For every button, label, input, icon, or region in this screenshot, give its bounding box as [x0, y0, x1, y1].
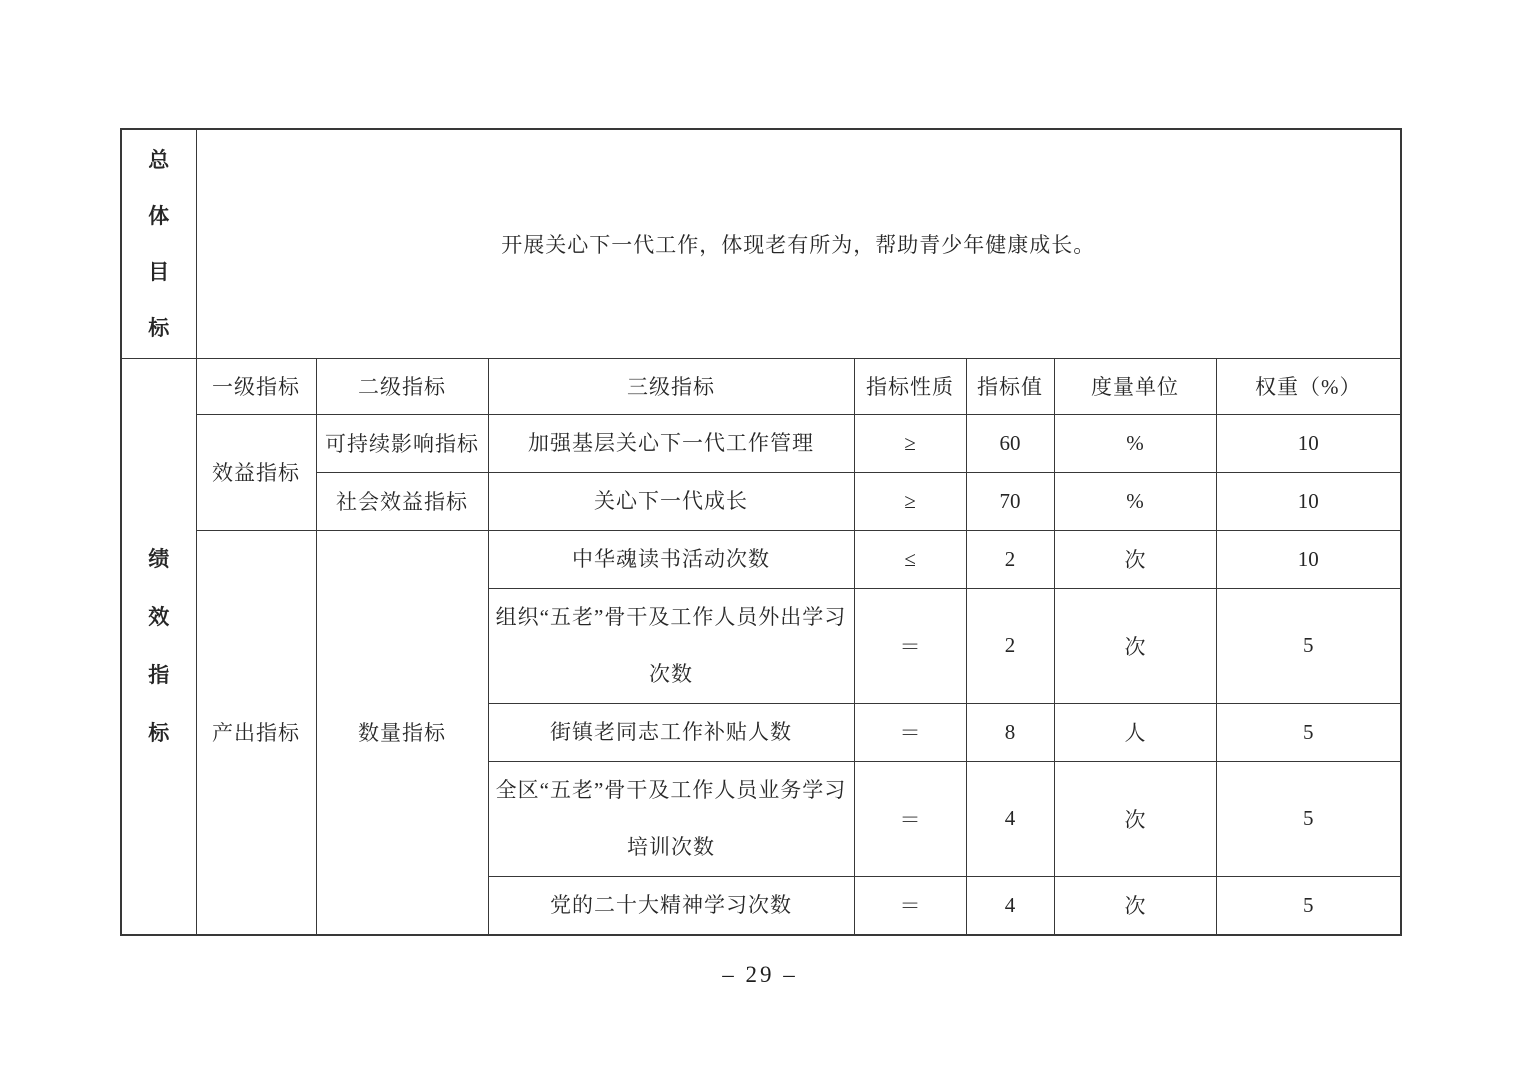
level3-cell: 加强基层关心下一代工作管理 — [488, 414, 854, 472]
level1-cell: 效益指标 — [196, 414, 316, 530]
table-header-row — [121, 358, 1401, 414]
level3-cell — [488, 588, 854, 703]
level2-cell: 可持续影响指标 — [316, 414, 488, 472]
weight-cell: 5 — [1216, 588, 1401, 703]
header-level1: 一级指标 — [196, 358, 316, 414]
value-cell: 4 — [966, 876, 1054, 935]
nature-cell: ＝ — [854, 588, 966, 703]
level2-cell: 数量指标 — [316, 530, 488, 935]
value-cell: 2 — [966, 588, 1054, 703]
overall-goal-label — [121, 129, 196, 358]
weight-cell: 10 — [1216, 530, 1401, 588]
goal-label-char: 标 — [148, 315, 170, 340]
overall-goal-text: 开展关心下一代工作，体现老有所为，帮助青少年健康成长。 — [196, 129, 1401, 358]
level3-line: 培训次数 — [627, 834, 715, 859]
unit-cell: 次 — [1054, 530, 1216, 588]
header-value: 指标值 — [966, 358, 1054, 414]
header-weight: 权重（%） — [1216, 358, 1401, 414]
nature-cell: ＝ — [854, 761, 966, 876]
goal-label-char: 总 — [148, 147, 170, 172]
perf-label-char: 效 — [148, 605, 170, 629]
header-unit: 度量单位 — [1054, 358, 1216, 414]
unit-cell: % — [1054, 414, 1216, 472]
performance-indicators-label — [121, 358, 196, 935]
goal-label-char: 目 — [148, 259, 170, 284]
weight-cell: 5 — [1216, 761, 1401, 876]
value-cell: 2 — [966, 530, 1054, 588]
perf-label-char: 绩 — [148, 547, 170, 571]
weight-cell: 10 — [1216, 472, 1401, 530]
value-cell: 70 — [966, 472, 1054, 530]
indicator-table — [120, 128, 1402, 936]
header-level3: 三级指标 — [488, 358, 854, 414]
nature-cell: ≥ — [854, 414, 966, 472]
weight-cell: 5 — [1216, 703, 1401, 761]
header-level2: 二级指标 — [316, 358, 488, 414]
level3-cell: 党的二十大精神学习次数 — [488, 876, 854, 935]
unit-cell: 次 — [1054, 876, 1216, 935]
perf-label-char: 指 — [148, 663, 170, 687]
overall-goal-row — [121, 129, 1401, 358]
level3-cell: 街镇老同志工作补贴人数 — [488, 703, 854, 761]
value-cell: 8 — [966, 703, 1054, 761]
level3-line: 组织“五老”骨干及工作人员外出学习 — [495, 604, 847, 629]
header-nature: 指标性质 — [854, 358, 966, 414]
level3-line: 次数 — [649, 661, 693, 686]
nature-cell: ＝ — [854, 703, 966, 761]
table-row — [121, 530, 1401, 588]
unit-cell: % — [1054, 472, 1216, 530]
level3-cell: 关心下一代成长 — [488, 472, 854, 530]
nature-cell: ≤ — [854, 530, 966, 588]
perf-label-char: 标 — [148, 721, 170, 745]
table-row — [121, 414, 1401, 472]
nature-cell: ≥ — [854, 472, 966, 530]
level1-cell: 产出指标 — [196, 530, 316, 935]
unit-cell: 人 — [1054, 703, 1216, 761]
level3-line: 全区“五老”骨干及工作人员业务学习 — [495, 777, 847, 802]
level3-cell — [488, 761, 854, 876]
page-number: – 29 – — [722, 962, 798, 987]
value-cell: 4 — [966, 761, 1054, 876]
unit-cell: 次 — [1054, 761, 1216, 876]
level2-cell: 社会效益指标 — [316, 472, 488, 530]
goal-label-char: 体 — [148, 203, 170, 228]
level3-cell: 中华魂读书活动次数 — [488, 530, 854, 588]
weight-cell: 10 — [1216, 414, 1401, 472]
value-cell: 60 — [966, 414, 1054, 472]
weight-cell: 5 — [1216, 876, 1401, 935]
unit-cell: 次 — [1054, 588, 1216, 703]
nature-cell: ＝ — [854, 876, 966, 935]
